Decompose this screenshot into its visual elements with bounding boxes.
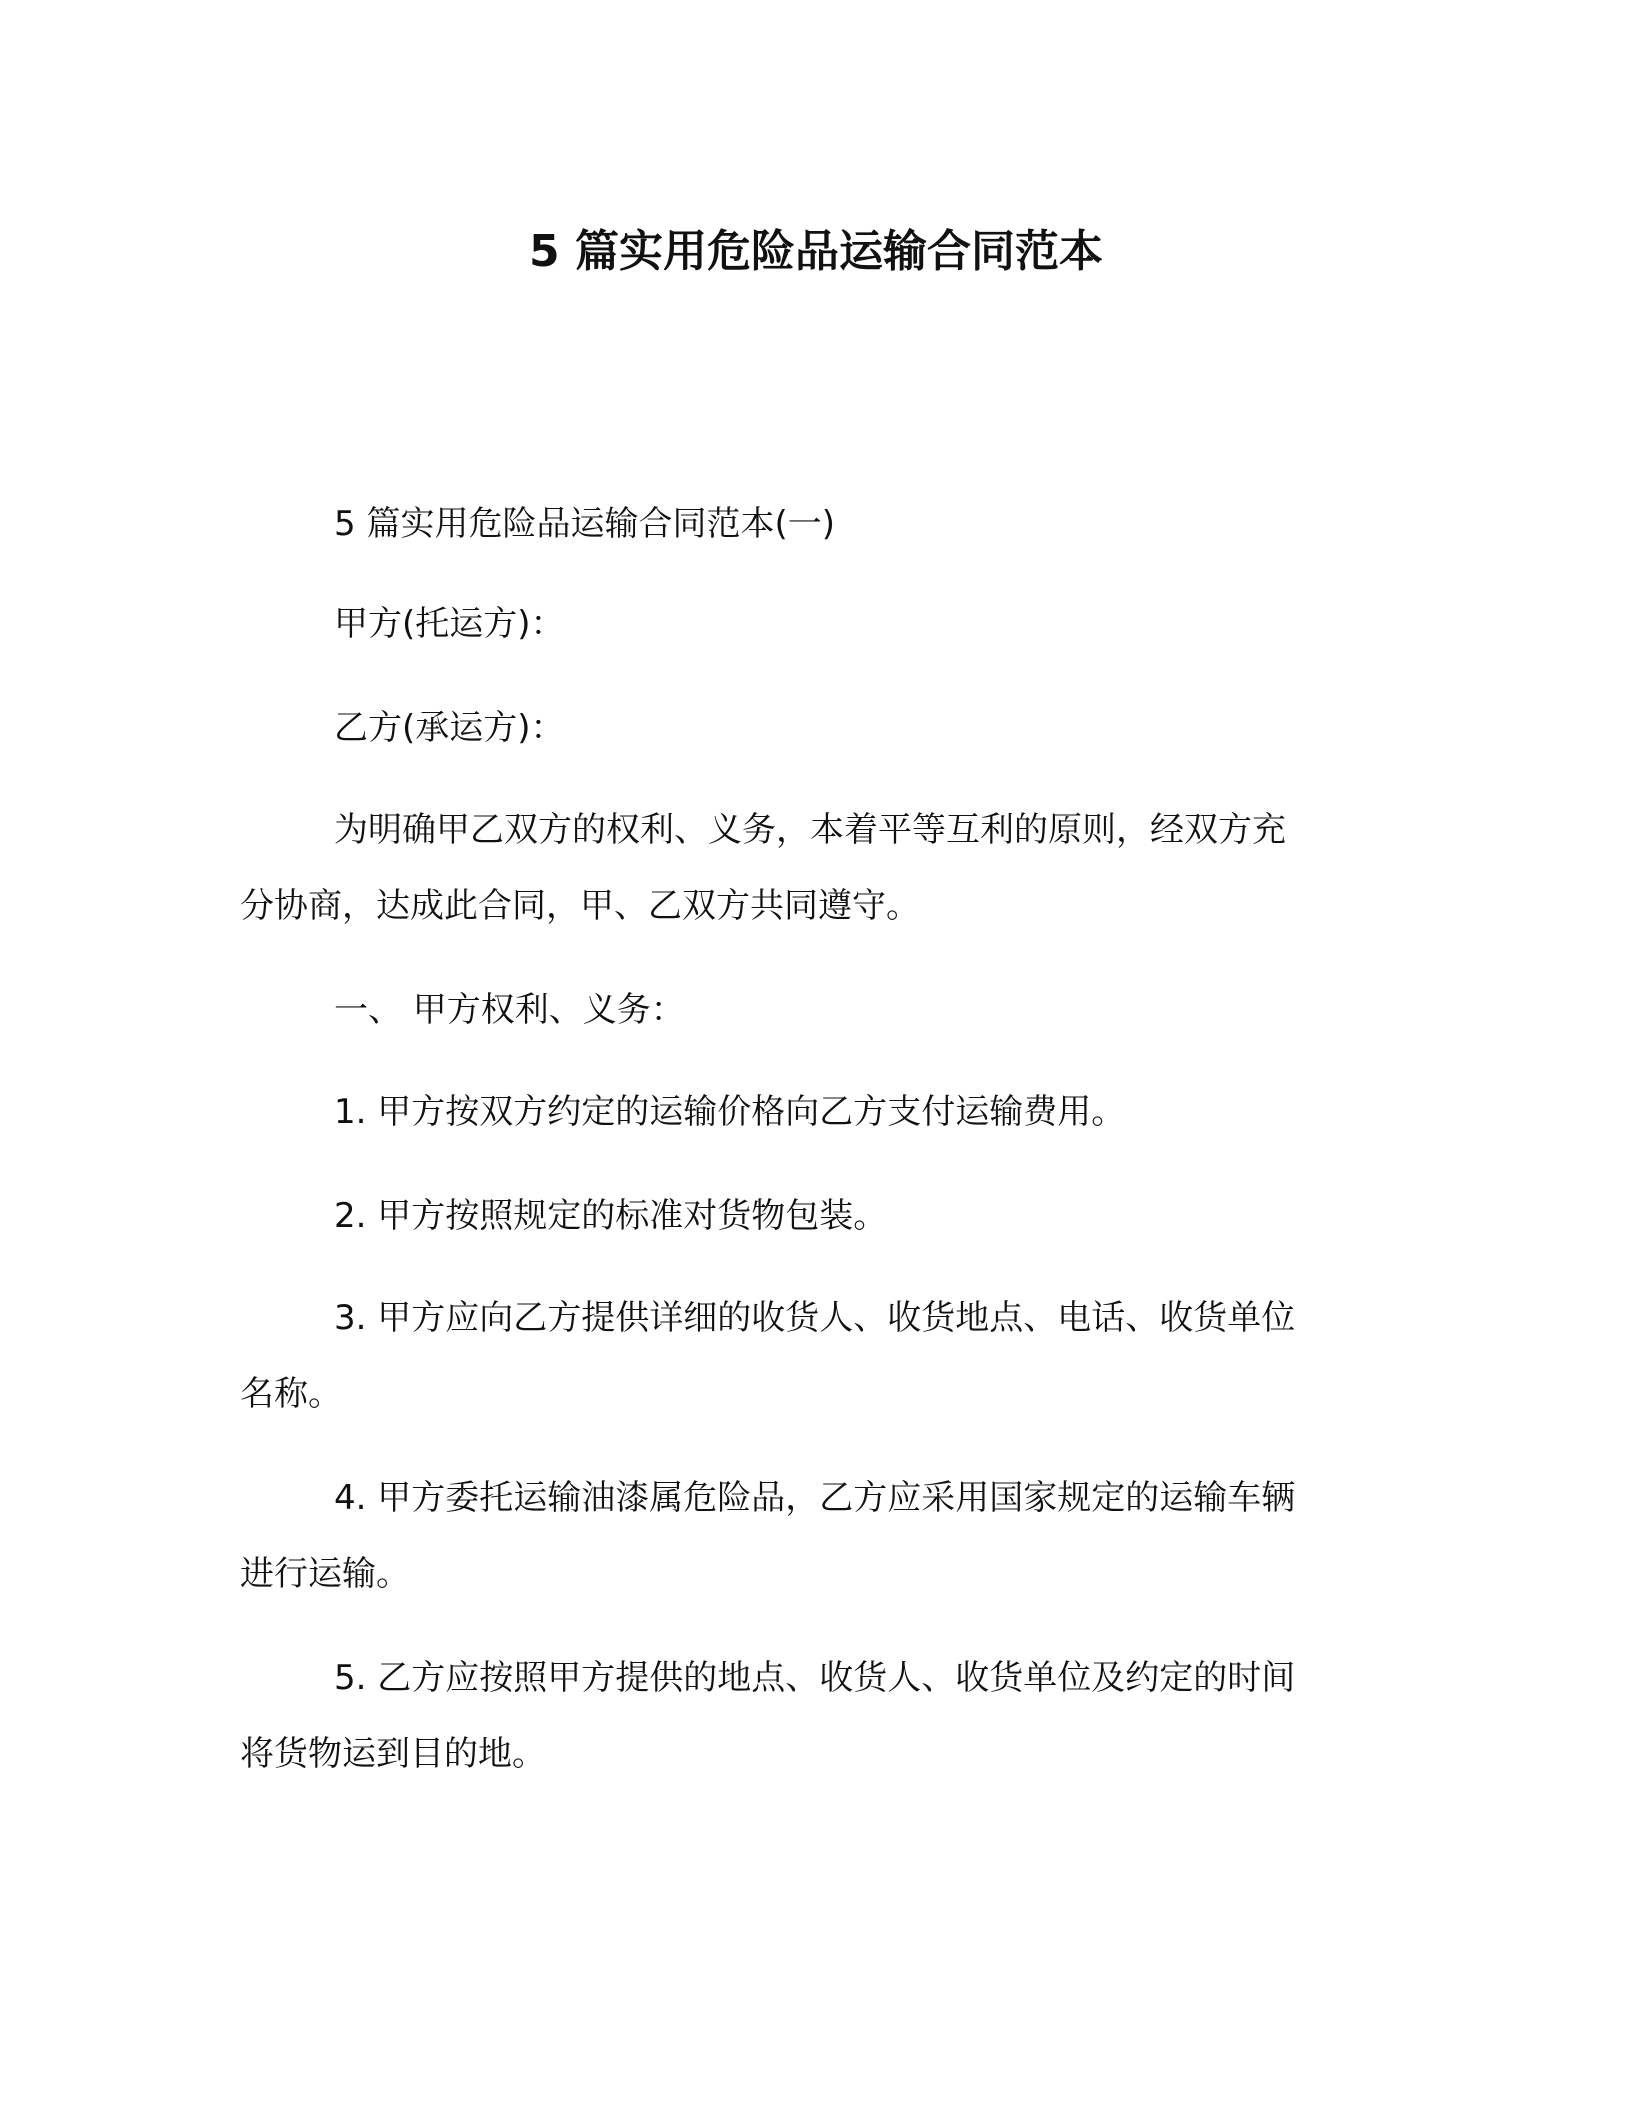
party-b-text: 乙方(承运方)： [334, 708, 565, 748]
section-heading [240, 486, 1390, 562]
document-title: 5 篇实用危险品运输合同范本 [529, 226, 1103, 277]
item-3-line-1: 3. 甲方应向乙方提供详细的收货人、收货地点、电话、收货单位 [334, 1298, 1296, 1338]
clause-heading-text: 一、 甲方权利、义务： [334, 990, 685, 1030]
party-a-line [240, 586, 1390, 662]
intro-line-1: 为明确甲乙双方的权利、义务，本着平等互利的原则，经双方充 [334, 810, 1286, 850]
item-4-line-2: 进行运输。 [240, 1554, 410, 1594]
list-item [240, 1280, 1390, 1432]
list-item [240, 1460, 1390, 1612]
item-5-line-1: 5. 乙方应按照甲方提供的地点、收货人、收货单位及约定的时间 [334, 1658, 1296, 1698]
clause-heading [240, 972, 1390, 1048]
party-a-text: 甲方(托运方)： [334, 604, 565, 644]
item-5-line-2: 将货物运到目的地。 [240, 1734, 546, 1774]
intro-line-2: 分协商，达成此合同，甲、乙双方共同遵守。 [240, 886, 920, 926]
item-1-line-1: 1. 甲方按双方约定的运输价格向乙方支付运输费用。 [334, 1092, 1126, 1132]
intro-paragraph [240, 792, 1390, 944]
list-item [240, 1178, 1390, 1254]
item-3-line-2: 名称。 [240, 1374, 342, 1414]
party-b-line [240, 690, 1390, 766]
item-4-line-1: 4. 甲方委托运输油漆属危险品，乙方应采用国家规定的运输车辆 [334, 1478, 1296, 1518]
list-item [240, 1640, 1390, 1792]
list-item [240, 1074, 1390, 1150]
item-2-line-1: 2. 甲方按照规定的标准对货物包装。 [334, 1196, 888, 1236]
section-heading-text: 5 篇实用危险品运输合同范本(一) [334, 504, 835, 544]
